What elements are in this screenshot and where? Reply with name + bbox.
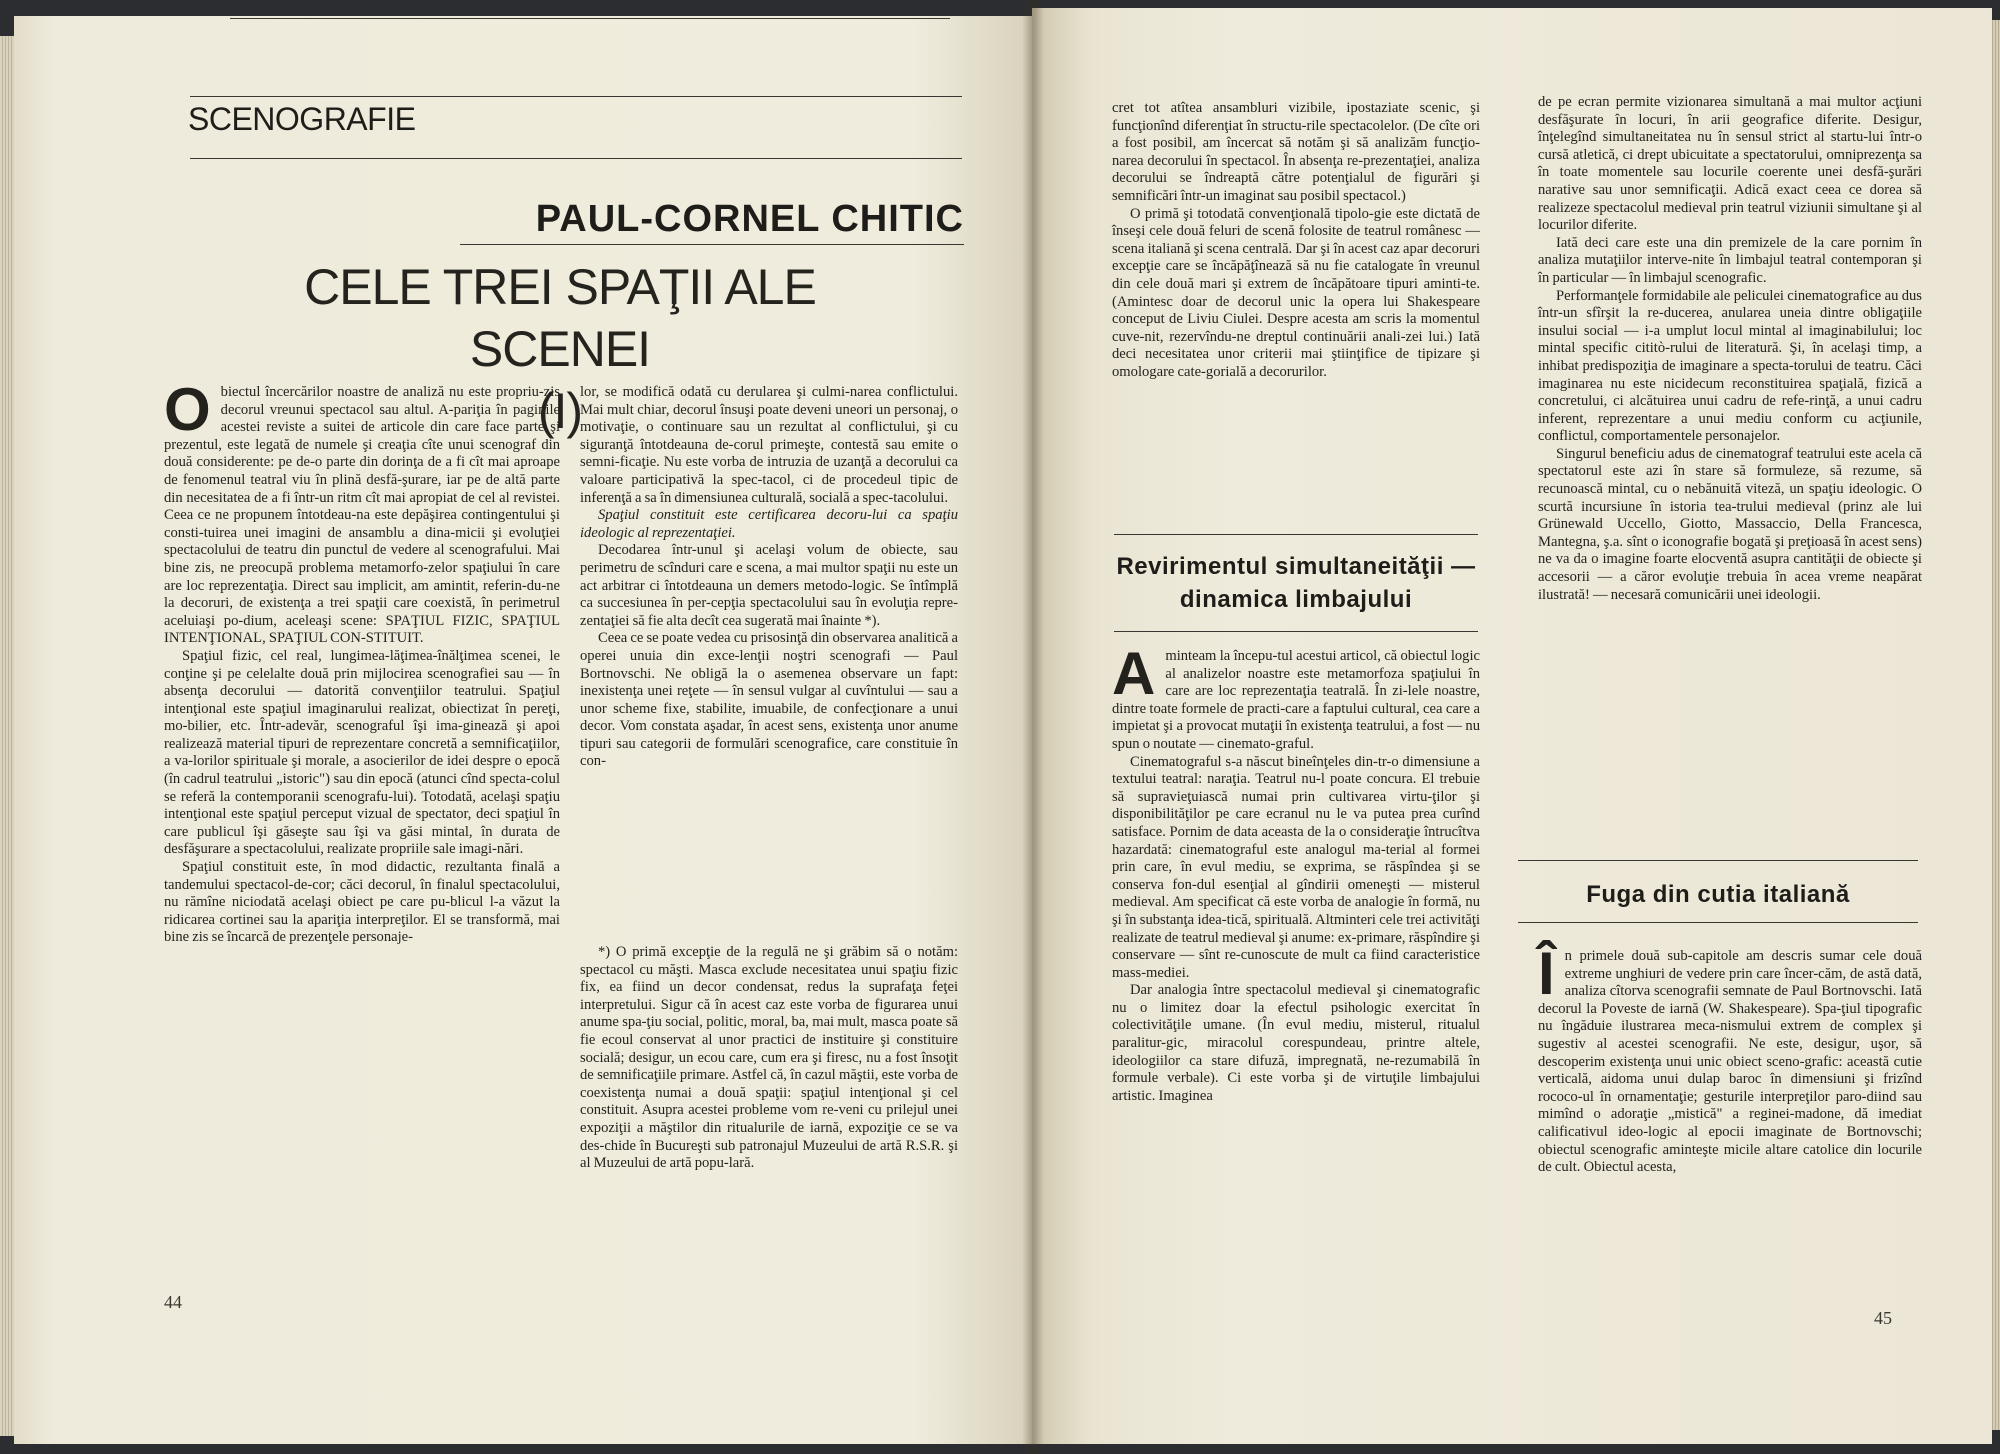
right-column-1-top [1112, 100, 1480, 520]
paragraph: Decodarea într-unul şi acelaşi volum de obiecte, sau perimetru de scînduri care e scena, a mai multor spaţii nu este un act arbitrar ci întotdeauna un demers metodo-logic. Se întîmplă ca succesiunea în per-cepţia spectacolului sau în evoluţia repre-zentaţiei să fie alta decît cea sugerată mai înainte *). [580, 542, 958, 629]
right-column-2-top [1538, 94, 1922, 854]
right-page [1032, 8, 1992, 1444]
paragraph: Ceea ce se poate vedea cu prisosinţă din observarea analitică a operei unuia din exce-lenţii noştri scenografi — Paul Bortnovschi. Ne obligă la o asemenea observare un fapt: inexistenţa unei reţete — în sensul vulgar al cuvîntului — sau a unor scheme fixe, stabilite, imuabile, de confecţionare a unui decor. Vom constata aşadar, în acest sens, existenţa unor anume tipuri sau categorii de formulări scenografice, care constituie în con- [580, 630, 958, 770]
top-rule [230, 18, 950, 19]
paragraph: Iată deci care este una din premizele de la care pornim în analiza mutaţiilor interve-nite în limbajul teatral contemporan şi în particular — în limbajul scenografic. [1538, 234, 1922, 286]
author-rule [460, 244, 964, 245]
paragraph: minteam la începu-tul acestui articol, că obiectul logic al analizelor noastre este metamorfoza spaţiului în care are loc reprezentaţia teatrală. În zi-lele noastre, dintre toate formele de practi-care a faptului cultural, cea care a impietat şi a provocat mutaţii în existenţa teatrului, a fost — nu spun o noutate — cinemato-graful. [1112, 648, 1480, 752]
paragraph: Performanţele formidabile ale peliculei cinematografice au dus într-un sfîrşit la re-ducerea, anularea uneia dintre obligaţiile insului social — i-a umplut locul mintal al imaginabilului; loc mintal specific cititò-rului de literatură. Şi, în acelaşi timp, a inhibat predispoziţia de imaginare a specta-torului de teatru. Căci imaginarea nu este nicidecum reconstituirea spaţială, fizică a concretului, ci alcătuirea unui cadru de refe-rinţă, a unui cadru inferent, reprezentare a unui mediu conform cu acţiunile, conflictul, comportamentele personajelor. [1538, 287, 1922, 445]
subheading-line1: Revirimentul simultaneităţii — [1116, 553, 1476, 580]
page-number-left: 44 [164, 1292, 182, 1312]
book-gutter [1022, 0, 1044, 1454]
paragraph: cret tot atîtea ansambluri vizibile, ipostaziate scenic, şi funcţionînd diferenţiat în structu-rile spectacolelor. (De cîte ori a fost posibil, am încercat să notăm şi să analizăm funcţio-narea decorului în spectacol. În absenţa re-prezentaţiei, analiza decorului se îndreaptă către potenţialul de figurări şi semnificări într-un imaginat sau posibil spectacol.) [1112, 100, 1480, 204]
right-column-2-bottom [1538, 940, 1922, 1288]
left-column-2 [580, 384, 958, 944]
section-rule-bottom [190, 158, 962, 159]
subheading-fuga: Fuga din cutia italiană [1586, 881, 1850, 908]
subheading-line2: dinamica limbajului [1179, 586, 1413, 613]
dropcap-i: Î [1538, 940, 1555, 1007]
subheading-revirimentul [1114, 550, 1478, 616]
paragraph: Spaţiul constituit este certificarea decoru-lui ca spaţiu ideologic al reprezentaţiei. [580, 507, 958, 541]
subhead-rule-bottom [1114, 631, 1478, 632]
left-column-1 [164, 376, 560, 1314]
subhead-rule-top [1114, 534, 1478, 535]
right-column-1-bottom [1112, 640, 1480, 1308]
paragraph: Spaţiul constituit este, în mod didactic, rezultanta finală a tandemului spectacol-de-cor; căci decorul, în finalul spectacolului, nu rămîne niciodată acelaşi obiect pe care pu-blicul l-a văzut la ridicarea cortinei sau la apariţia interpreţilor. El se transformă, mai bine zis se încarcă de prezenţele personaje- [164, 859, 560, 946]
section-rule-top [190, 96, 962, 97]
left-page [14, 16, 1032, 1444]
section-heading: SCENOGRAFIE [188, 101, 416, 137]
article-title-line1: CELE TREI SPAŢII ALE SCENEI [304, 259, 816, 377]
paragraph: Cinematograful s-a născut bineînţeles din-tr-o dimensiune a textului teatral: naraţia. Teatrul nu-l poate concura. El trebuie să supravieţuiască numai prin cultivarea virtu-ţilor şi disponibilităţilor pe care ecranul nu le va putea prea curînd satisface. Pornim de data aceasta de la o consideraţie întrucîtva hazardată: cinematograful este analogul ma-terial al formei prin care, în evul mediu, se exprima, se răspîndea şi se conserva fon-dul esenţial al gîndirii omeneşti — misterul medieval. Am specificat că este vorba de analogie în formă, nu şi în substanţa idea-tică, spirituală. Altminteri cele trei activităţi realizate de teatrul medieval şi anume: ex-primare, răspîndire şi conservare — sînt re-cunoscute de mult ca fiind caracteristice mass-mediei. [1112, 753, 1480, 981]
article-title-line2: (I) [537, 383, 583, 439]
paragraph: de pe ecran permite vizionarea simultană a mai multor acţiuni desfăşurate în locuri, în arii geografice diferite. Desigur, înţelegînd simultaneitatea nu în sensul strict al startu-lui într-o cursă atletică, ci drept ubicuitate a spectatorului, omniprezenţa sa în toate momentele sau locurile coerente unei desfă-şurări narative sau unor semnificaţii. Adică exact ceea ce dorea să realizeze spectacolul medieval prin teatrul viziunii simultane şi al locurilor diferite. [1538, 94, 1922, 234]
subhead2-rule-top [1518, 860, 1918, 861]
paragraph: lor, se modifică odată cu derularea şi culmi-narea conflictului. Mai mult chiar, decorul însuşi poate deveni uneori un personaj, o motivaţie, o continuare sau un rezultat al conflictului, şi cu siguranţă întotdeauna de-corul primeşte, contestă sau emite o semni-ficaţie. Nu este vorba de intruzia de uzanţă a decorului ca valoare participativă la spec-tacol, ci de procedeul tipic de inferenţă a sa în dimensiunea culturală, socială a spec-tacolului. [580, 384, 958, 506]
author-name: PAUL-CORNEL CHITIC [535, 198, 964, 240]
paragraph: Singurul beneficiu adus de cinematograf teatrului este acela că spectatorul este azi în stare să formuleze, să rezume, să recunoască mintal, cu o nebănuită viteză, un spaţiu ideologic. O scurtă incursiune în istoria tea-trului medieval (prinz ale lui Grünewald Uccello, Giotto, Massaccio, Della Francesca, Mantegna, ş.a. sînt o iconografie bogată şi preţioasă în acest sens) ne va da o imagine foarte elocventă asupra cantităţii de obiecte şi accesorii — a căror evoluţie trebuia în acea vreme neapărat ilustrată! — necesară comunicării unei ideologii. [1538, 445, 1922, 603]
footnote [580, 944, 958, 1284]
subhead2-rule-bottom [1518, 922, 1918, 923]
page-number-right: 45 [1874, 1308, 1892, 1328]
paragraph: n primele două sub-capitole am descris sumar cele două extreme unghiuri de vedere prin care încer-căm, de astă dată, analiza cîtorva scenografii semnate de Paul Bortnovschi. Iată decorul la Poveste de iarnă (W. Shakespeare). Spa-ţiul tipografic nu îngăduie ilustrarea meca-nismului extrem de complex şi sugestiv al acestei scenografii. Ne este, desigur, uşor, să descoperim existenţa unui unic obiect sceno-grafic: această cutie verticală, aidoma unui dulap baroc în dimensiuni şi frizînd rococo-ul în ornamentaţie; gesturile interpreţilor paro-diind sau mimînd o adoraţie „mistică" a reginei-madone, dă imediat calificativul ideo-logic al epocii imaginate de Bortnovschi; obiectul scenografic aminteşte micile altare catolice din locurile de cult. Obiectul acesta, [1538, 948, 1922, 1176]
paragraph: Dar analogia între spectacolul medieval şi cinematografic nu o limitez doar la efectul psihologic exercitat în colectivităţile umane. (În evul mediu, misterul, ritualul paralitur-gic, miracolul corespundeau, printre altele, ideologiilor ca stare difuză, impregnată, ne-rezumabilă în formule verbale). Ci este vorba şi de virtuţile limbajului artistic. Imaginea [1112, 982, 1480, 1104]
paragraph: O primă şi totodată convenţională tipolo-gie este dictată de înseşi cele două feluri de scenă folosite de teatrul românesc — scena italiană şi scena centrală. Dar şi în acest caz apar decoruri excepţie care se încăpăţînează să nu fie catalogate în vreunul din cele două mari şi extrem de încăpătoare tipuri aminti-te. (Amintesc doar de decorul unic la opera lui Shakespeare conceput de Liviu Ciulei. Despre acesta am scris la momentul cuve-nit, rezervîndu-ne dreptul continuării anali-zei lui.) Iată deci necesitatea unor criterii mai ştiinţifice de tipizare şi omologare cate-gorială a decorurilor. [1112, 205, 1480, 380]
dropcap-a: A [1112, 640, 1156, 707]
paragraph: biectul încercărilor noastre de analiză nu este propriu-zis decorul vreunui spectacol sau altul. A-pariţia în paginile acestei reviste a suitei de articole din care face parte şi prezentul, este legată de numele şi creaţia cîte unui scenograf din două considerente: pe de-o parte din dorinţa de a fi cît mai aproape de fenomenul teatral viu în plină desfă-şurare, iar pe de altă parte din necesitatea de a fi într-un ritm cît mai apropiat de cel al revistei. Ceea ce ne propunem întotdeau-na este depăşirea contingentului şi consti-tuirea unei imagini de ansamblu a dina-micii şi evoluţiei spectacolului de teatru din punctul de vedere al scenografului. Mai bine zis, ne preocupă problema metamorfo-zelor spaţiului în care are loc reprezentaţia. Direct sau implicit, am amintit, referin-du-ne la decoruri, de existenţa a trei spaţii care coexistă, în perimetrul aceluiaşi po-dium, aceleaşi scene: SPAŢIUL FIZIC, SPAŢIUL INTENŢIONAL, SPAŢIUL CON-STITUIT. [164, 384, 560, 647]
footnote-text: *) O primă excepţie de la regulă ne şi grăbim să o notăm: spectacol cu măşti. Masca exclude necesitatea unui spaţiu fizic fix, ea fiind un decor condensat, redus la suprafaţa feţei interpretului. Sigur că în acest caz este vorba de figurarea unui anume spa-ţiu social, politic, moral, ba, mai mult, masca poate să fie ecoul conservat al unor practici de instituire şi constituire socială; desigur, un ecou care, cum era şi firesc, nu a fost însoţit de semnificaţiile primare. Astfel că, în cazul măştii, este vorba de coexistenţa numai a două spaţii: spaţiul intenţional şi cel constituit. Asupra acestei probleme vom re-veni cu prilejul unei expoziţii a măştilor din ritualurile de iarnă, expoziţie ce se va des-chide în Bucureşti sub patronajul Muzeului de artă R.S.R. şi al Muzeului de artă popu-lară. [580, 944, 958, 1172]
dropcap-o: O [164, 376, 211, 443]
paragraph: Spaţiul fizic, cel real, lungimea-lăţimea-înălţimea scenei, le conţine şi pe celelalte două prin mijlocirea scenografiei sau — în absenţa decorului — datorită convenţiilor teatrului. Spaţiul intenţional este spaţiul imaginarului realizat, obiectizat în pereţi, mo-bilier, etc. Într-adevăr, scenograful îşi ima-ginează şi apoi realizează material tipuri de reprezentare concretă a semnificaţiilor, a va-lorilor spirituale şi morale, a asocierilor de idei despre o epocă (în cadrul teatrului „istoric") sau din epocă (atunci cînd specta-colul se referă la contemporanii scenografu-lui). Totodată, acelaşi spaţiu intenţional este spaţiul perceput vizual de spectator, deci spaţiul în care publicul îşi găseşte sau îşi va găsi mintal, în durata de desfăşurare a spectacolului, realizate propriile sale imagi-nări. [164, 647, 560, 858]
